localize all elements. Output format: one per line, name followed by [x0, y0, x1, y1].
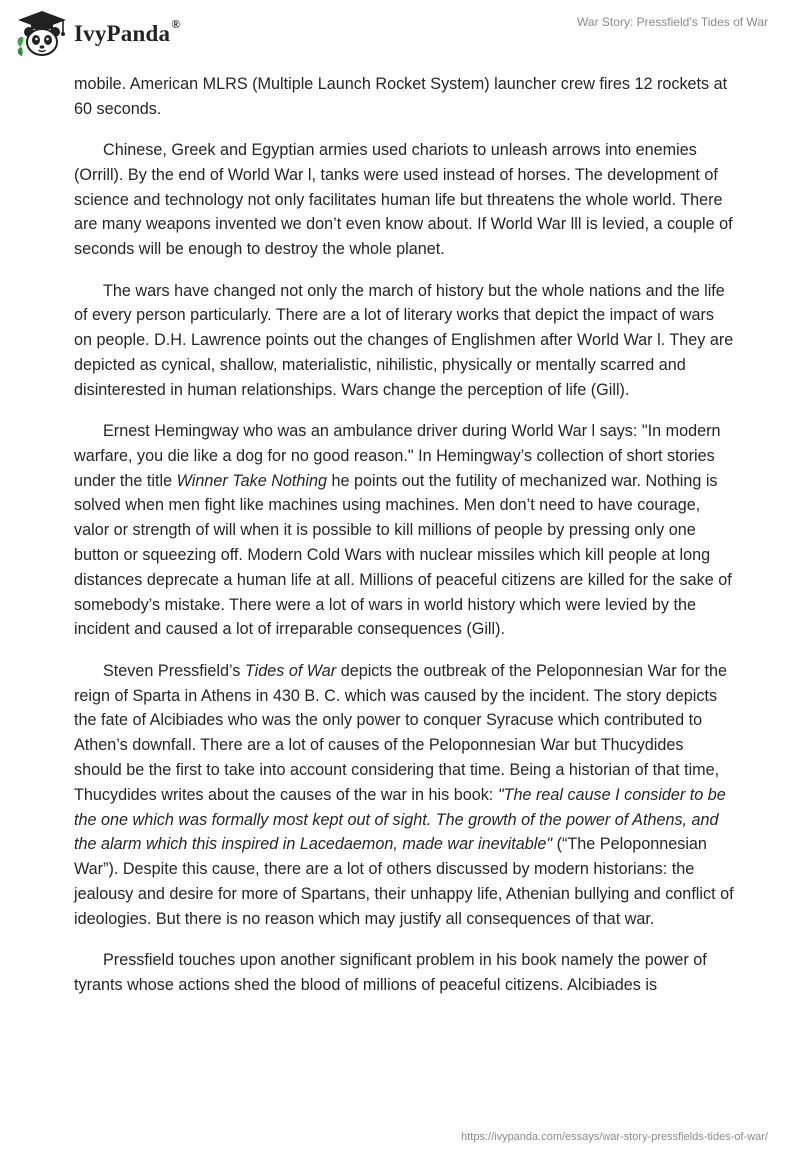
paragraph-3 — [74, 419, 734, 642]
ivypanda-logo[interactable] — [14, 8, 204, 60]
brand-text: IvyPanda — [74, 21, 171, 46]
paragraph-4-middle: depicts the outbreak of the Peloponnesian War for the reign of Sparta in Athens in 430 B. C. which was caused by the incident. The story depicts the fate of Alcibiades who was the only power to conquer Syracuse which contributed to Athen’s downfall. There are a lot of causes of the Peloponnesian War but Thucydides should be the first to take into account considering that time. Being a historian of that time, Thucydides writes about the causes of the war in his book: — [74, 661, 728, 804]
paragraph-5: Pressfield touches upon another significant problem in his book namely the power of tyrants whose actions shed the blood of millions of peaceful citizens. Alcibiades is — [74, 951, 707, 994]
essay-body — [74, 72, 734, 1014]
paragraph-0: mobile. American MLRS (Multiple Launch Rocket System) launcher crew fires 12 rockets at 60 seconds. — [74, 75, 728, 118]
paragraph-1: Chinese, Greek and Egyptian armies used chariots to unleash arrows into enemies (Orrill). By the end of World War l, tanks were used instead of horses. The development of science and technology not only facilitates human life but threatens the whole world. There are many weapons invented we don’t even know about. If World War lll is levied, a couple of seconds will be enough to destroy the whole planet. — [74, 141, 733, 259]
book-title-tides-of-war: Tides of War — [244, 661, 337, 680]
registered-mark: ® — [171, 17, 181, 32]
paragraph-4 — [74, 659, 734, 932]
paragraph-4-before: Steven Pressfield’s — [103, 661, 245, 680]
paragraph-4-after: (“The Peloponnesian War”). Despite this cause, there are a lot of others discussed by modern historians: the jealousy and desire for more of Spartans, their unhappy life, Athenian bullying and conflict of ideologies. But there is no reason which may justify all consequences of that war. — [74, 835, 734, 928]
paragraph-3-before: Ernest Hemingway who was an ambulance driver during World War l says: "In modern warfare, you die like a dog for no good reason." In Hemingway’s collection of short stories under the title — [74, 422, 721, 490]
document-title: War Story: Pressfield’s Tides of War — [577, 15, 768, 29]
brand-name — [74, 17, 181, 47]
book-title-winner-take-nothing: Winner Take Nothing — [176, 471, 328, 490]
paragraph-2: The wars have changed not only the march of history but the whole nations and the life of every person particularly. There are a lot of literary works that depict the impact of wars on people. D.H. Lawrence points out the changes of Englishmen after World War l. They are depicted as cynical, shallow, materialistic, nihilistic, physically or mentally scarred and disinterested in human relationships. Wars change the perception of life (Gill). — [74, 281, 734, 399]
footer-url-link[interactable]: https://ivypanda.com/essays/war-story-pressfields-tides-of-war/ — [461, 1131, 768, 1143]
thucydides-quote: "The real cause I consider to be the one which was formally most kept out of sight. The growth of the power of Athens, and the alarm which this inspired in Lacedaemon, made war inevitable" — [74, 785, 726, 854]
panda-graduate-icon — [14, 9, 70, 59]
page-header — [0, 0, 800, 70]
paragraph-3-after: he points out the futility of mechanized war. Nothing is solved when men fight like machines using machines. Men don’t need to have courage, valor or strength of will when it is possible to kill millions of people by pressing only one button or squeezing off. Modern Cold Wars with nuclear missiles which kill people at long distances deprecate a human life at all. Millions of peaceful citizens are killed for the sake of somebody’s mistake. There were a lot of wars in world history which were levied by the incident and caused a lot of irreparable consequences (Gill). — [74, 471, 732, 639]
